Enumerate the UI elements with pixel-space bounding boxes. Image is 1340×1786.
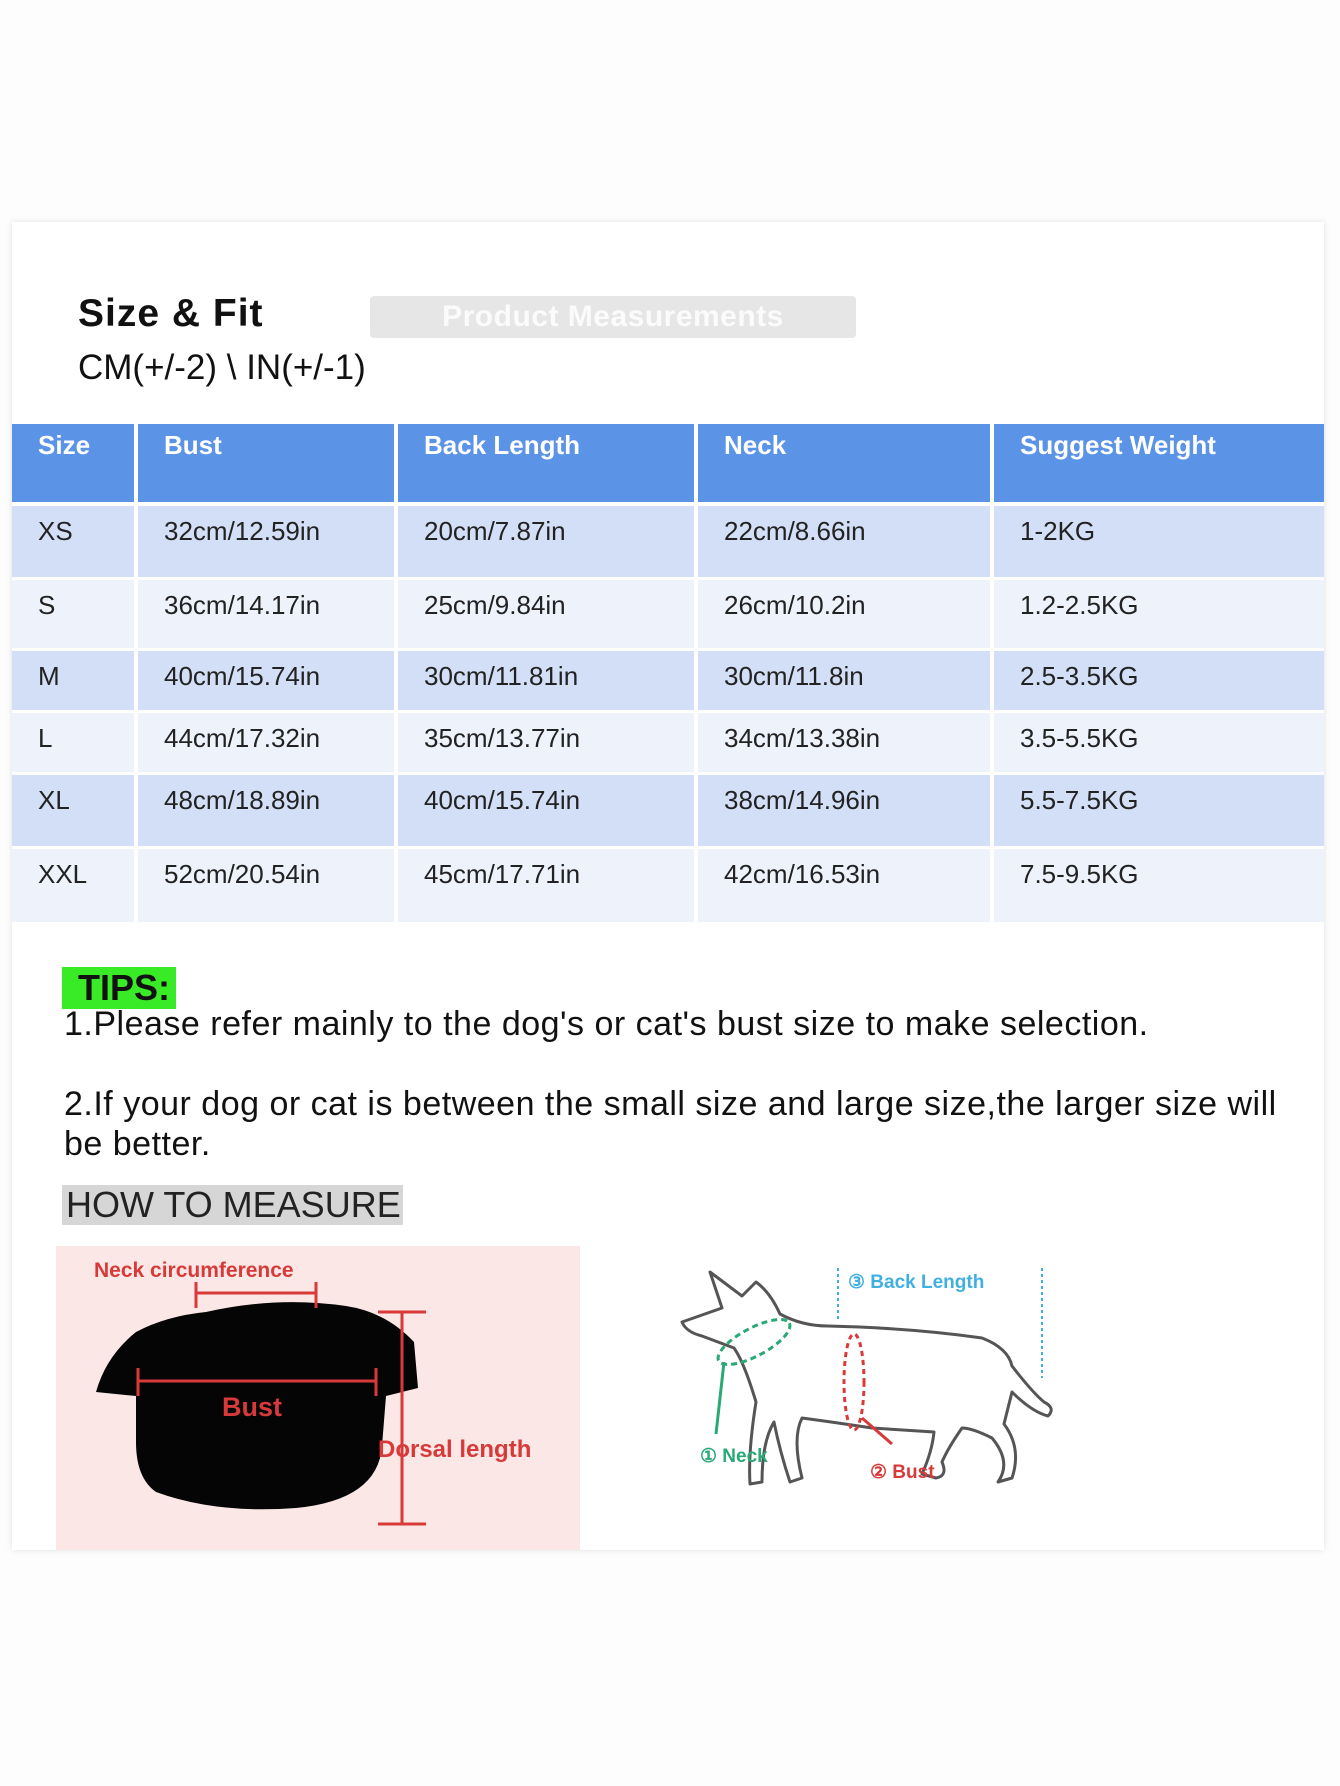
measurements-badge: Product Measurements (370, 296, 856, 338)
dog-neck-label: ① Neck (700, 1446, 768, 1467)
dorsal-length-label: Dorsal length (378, 1436, 532, 1463)
table-cell: 5.5-7.5KG (992, 773, 1324, 847)
table-header-row (12, 424, 1324, 504)
size-chart-card (12, 222, 1324, 1550)
page-title: Size & Fit (78, 292, 264, 335)
tip-bust-size: 1.Please refer mainly to the dog's or cat's bust size to make selection. (64, 1005, 1149, 1043)
table-cell: XXL (12, 847, 136, 923)
table-cell: 45cm/17.71in (396, 847, 696, 923)
size-table (12, 424, 1324, 925)
table-row (12, 847, 1324, 923)
bust-label: Bust (222, 1392, 282, 1422)
table-cell: 32cm/12.59in (136, 504, 396, 578)
table-cell: S (12, 578, 136, 649)
table-cell: 40cm/15.74in (136, 649, 396, 711)
column-header-bust: Bust (136, 424, 396, 504)
table-cell: 2.5-3.5KG (992, 649, 1324, 711)
table-cell: 22cm/8.66in (696, 504, 992, 578)
table-cell: 36cm/14.17in (136, 578, 396, 649)
table-cell: 3.5-5.5KG (992, 711, 1324, 773)
tips-label: TIPS: (62, 967, 176, 1009)
table-cell: 44cm/17.32in (136, 711, 396, 773)
table-row (12, 711, 1324, 773)
how-to-measure-heading: HOW TO MEASURE (62, 1185, 403, 1225)
table-cell: 35cm/13.77in (396, 711, 696, 773)
shirt-diagram-svg (56, 1246, 580, 1550)
units-note: CM(+/-2) \ IN(+/-1) (78, 348, 366, 387)
column-header-size: Size (12, 424, 136, 504)
column-header-back-length: Back Length (396, 424, 696, 504)
table-row (12, 504, 1324, 578)
table-cell: 25cm/9.84in (396, 578, 696, 649)
table-cell: 52cm/20.54in (136, 847, 396, 923)
table-cell: 20cm/7.87in (396, 504, 696, 578)
table-cell: M (12, 649, 136, 711)
table-cell: 26cm/10.2in (696, 578, 992, 649)
back-length-label: ③ Back Length (848, 1272, 985, 1293)
table-cell: 1.2-2.5KG (992, 578, 1324, 649)
table-cell: 40cm/15.74in (396, 773, 696, 847)
table-row (12, 649, 1324, 711)
table-cell: 7.5-9.5KG (992, 847, 1324, 923)
table-cell: XL (12, 773, 136, 847)
table-cell: 34cm/13.38in (696, 711, 992, 773)
neck-circumference-label: Neck circumference (94, 1259, 294, 1282)
table-cell: XS (12, 504, 136, 578)
table-row (12, 773, 1324, 847)
column-header-neck: Neck (696, 424, 992, 504)
dog-diagram-svg (652, 1252, 1152, 1512)
table-cell: 38cm/14.96in (696, 773, 992, 847)
table-cell: 42cm/16.53in (696, 847, 992, 923)
column-header-suggest-weight: Suggest Weight (992, 424, 1324, 504)
dog-measure-diagram (652, 1252, 1152, 1512)
table-cell: 1-2KG (992, 504, 1324, 578)
table-cell: 30cm/11.8in (696, 649, 992, 711)
table-cell: L (12, 711, 136, 773)
table-cell: 30cm/11.81in (396, 649, 696, 711)
table-cell: 48cm/18.89in (136, 773, 396, 847)
dog-bust-label: ② Bust (870, 1462, 935, 1483)
tip-larger-size: 2.If your dog or cat is between the small size and large size,the larger size will be better. (64, 1085, 1277, 1163)
table-row (12, 578, 1324, 649)
shirt-measure-diagram (56, 1246, 580, 1550)
